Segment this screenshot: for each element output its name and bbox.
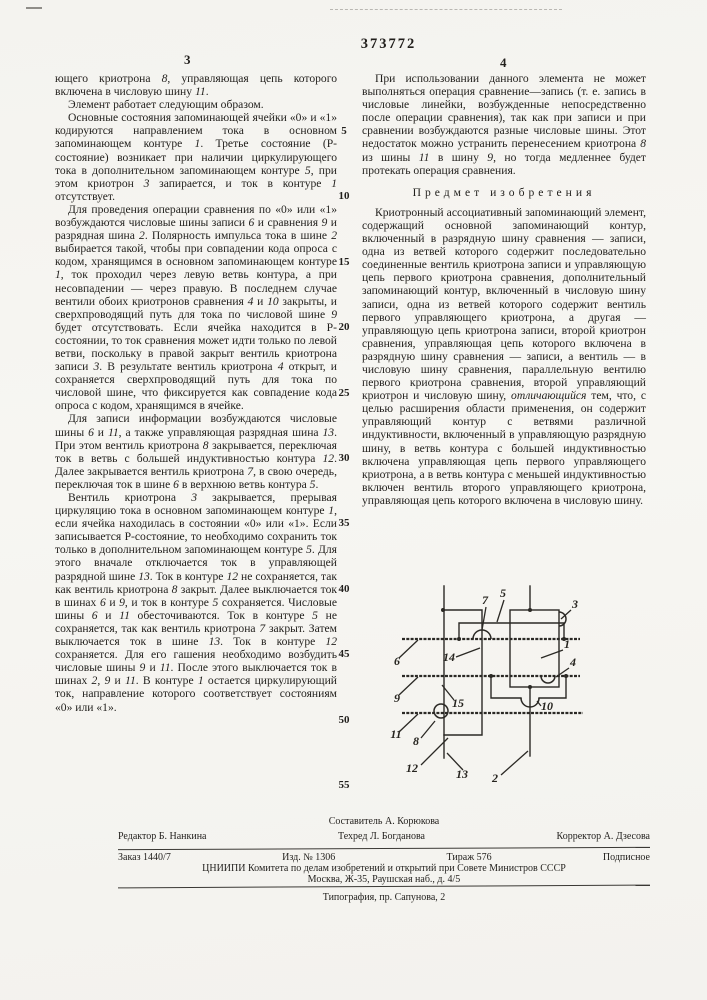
page-column-number-right: 4 <box>500 55 507 70</box>
line-number: 35 <box>338 517 350 530</box>
figure-ref-label-14: 14 <box>443 650 455 664</box>
footer-order-no: Заказ 1440/7 <box>118 852 171 863</box>
line-number: 10 <box>338 190 350 203</box>
figure-ref-label-10: 10 <box>541 699 553 713</box>
figure-ref-label-1: 1 <box>564 637 570 651</box>
right-column-intro <box>362 72 646 177</box>
figure-ref-label-4: 4 <box>570 655 576 669</box>
paragraph: При использовании данного элемента не может выполняться операция сравнение—запись (т. е. запись в числовые линейки, возбужденные непосредственно после операции сравнения), так как при записи и при сравнении возбуждаются разные числовые шины. Этот недостаток можно устранить перенесением криотрона 8 из шины 11 в шину 9, но тогда медленнее будет протекать операция сравнения. <box>362 72 646 177</box>
figure-ref-label-9: 9 <box>394 691 400 705</box>
figure-ref-label-8: 8 <box>413 734 419 748</box>
footer-subscription: Подписное <box>602 852 650 863</box>
paragraph: Вентиль криотрона 3 закрывается, прерывая циркуляцию тока в основном запоминающем контуре 1, если ячейка находилась в состоянии «0» или «1». Если записывается Р-состояние, то необходимо сохранить ток только в дополнительном запоминающем контуре 5. Для этого вначале отключается ток в управляющей разрядной шине 13. Ток в контуре 12 не сохраняется, так как вентиль криотрона 8 закрыт. Далее выключается ток в шинах 6 и 9, и ток в контуре 5 сохраняется. Числовые шины 6 и 11 обесточиваются. Ток в контуре 5 не сохраняется, так как вентиль криотрона 7 закрыт. Затем выключается ток в шине 13. Ток в контуре 12 сохраняется. Для его гашения необходимо возбудить числовые шины 9 и 11. После этого выключается ток в шинах 2, 9 и 11. В контуре 1 остается циркулирующий ток, направление которого соответствует состояниям «0» или «1». <box>55 491 337 714</box>
figure-ref-label-11: 11 <box>390 727 402 741</box>
scan-artifact-mark <box>26 7 42 9</box>
cryotron-3 <box>559 612 566 626</box>
footer-editors-row <box>118 831 650 842</box>
paragraph: Криотронный ассоциативный запоминающий элемент, содержащий основной запоминающий контур, включенный в разрядную шину сравнения — записи, одна из ветвей которого содержит последовательно соединенные вентиль криотрона записи и управляющую цепь первого криотрона сравнения, дополнительный запоминающий контур, включенный в числовую шину записи, одна из ветвей которого содержит вентиль первого управляющего криотрона, а другая — управляющую цепь криотрона записи, второй криотрон сравнения, управляющая цепь которого включена в разрядную шину сравнения — записи, а вентиль — в числовую шину сравнения, параллельную вентилю первого криотрона сравнения, второй управляющий криотрон и числовую шину, отличающийся тем, что, с целью расширения области применения, он содержит управляющий контур с ветвями различной индуктивности, включенный в управляющую разрядную шину, в ветвь контура с большей индуктивностью включена управляющая цепь первого управляющего криотрона, а в ветвь контура с меньшей индуктивностью включен вентиль второго управляющего криотрона, управляющая цепь которого включена в числовую шину. <box>362 205 646 507</box>
circuit-diagram <box>390 580 690 810</box>
right-column-claim <box>362 206 646 507</box>
main-memory-loop-1 <box>510 610 559 687</box>
paragraph: Для записи информации возбуждаются числовые шины 6 и 11, а также управляющая разрядная шина 13. При этом вентиль криотрона 8 закрывается, переключая ток в ветвь с большей индуктивностью контура 12. Далее закрывается вентиль криотрона 7, в свою очередь, переключая ток в шине 6 в верхнюю ветвь контура 5. <box>55 412 337 491</box>
page-column-number-left: 3 <box>184 52 191 67</box>
line-number: 50 <box>338 713 350 726</box>
footer-printing-house: Типография, пр. Сапунова, 2 <box>322 892 446 903</box>
figure-ref-label-5: 5 <box>500 586 506 600</box>
footer-order-row <box>118 852 650 863</box>
paragraph: Элемент работает следующим образом. <box>68 98 264 112</box>
line-number: 15 <box>338 255 350 268</box>
figure-ref-label-15: 15 <box>452 696 464 710</box>
figure-wiring <box>444 586 566 758</box>
line-number: 40 <box>338 582 350 595</box>
paragraph: ющего криотрона 8, управляющая цепь которого включена в числовую шину 11. <box>55 72 337 99</box>
footer-rule-top <box>118 847 650 850</box>
control-loop-12 <box>444 610 482 735</box>
figure-ref-label-6: 6 <box>394 654 400 668</box>
circuit-figure <box>390 580 690 810</box>
figure-ref-label-7: 7 <box>482 593 488 607</box>
section-heading: Предмет изобретения <box>412 185 596 199</box>
line-number: 20 <box>338 321 350 334</box>
paragraph: Для проведения операции сравнения по «0» или «1» возбуждаются числовые шины записи 6 и сравнения 9 и разрядная шина 2. Полярность импульса тока в шине 2 выбирается такой, чтобы при совпадении кода опроса с кодом, хранящимся в основном запоминающем контуре 1, ток проходил через левую ветвь контура, а при несовпадении — через правую. В последнем случае вентили обоих криотронов сравнения 4 и 10 закрыты, и сверхпроводящий путь для тока по числовой шине 9 будет отсутствовать. Если ячейка находится в Р-состоянии, то ток сравнения может идти только по левой ветви, поскольку в правой закрыт вентиль криотрона записи 3. В результате вентиль криотрона 4 открыт, и сохраняется сверхпроводящий путь для тока по числовой шине, что фиксируется как совпадение кода опроса с кодом, хранящимся в ячейке. <box>55 202 337 413</box>
footer-edition-no: Изд. № 1306 <box>282 852 336 863</box>
figure-ref-label-2: 2 <box>492 771 498 785</box>
footer-compiler: Составитель А. Корюкова <box>328 816 440 827</box>
footer-organization: ЦНИИПИ Комитета по делам изобретений и открытий при Совете Министров СССР <box>202 863 566 874</box>
footer-techred: Техред Л. Богданова <box>338 831 425 842</box>
line-number: 5 <box>341 125 347 137</box>
figure-ref-label-3: 3 <box>572 597 578 611</box>
scan-artifact-line <box>330 9 562 10</box>
left-column <box>55 72 337 714</box>
footer-rule-bottom <box>118 885 650 889</box>
line-number: 45 <box>338 648 350 661</box>
additional-memory-loop-5 <box>459 623 564 639</box>
footer-address: Москва, Ж-35, Раушская наб., д. 4/5 <box>307 874 461 885</box>
paragraph: Основные состояния запоминающей ячейки «0» и «1» кодируются направлением тока в основном запоминающем контуре 1. Третье состояние (Р-состояние) возникает при наличии циркулирующего тока в дополнительном запоминающем контуре 5, при этом криотрон 3 запирается, и ток в контуре 1 отсутствует. <box>55 111 337 203</box>
line-number: 30 <box>338 452 350 464</box>
patent-number: 373772 <box>360 36 417 52</box>
line-number: 25 <box>338 386 350 399</box>
right-column <box>362 72 646 507</box>
footer-print-run: Тираж 576 <box>446 852 492 863</box>
footer-corrector: Корректор А. Дзесова <box>556 831 650 842</box>
figure-ref-label-12: 12 <box>406 761 418 775</box>
footer-editor: Редактор Б. Нанкина <box>118 831 207 842</box>
cryotron-8 <box>434 704 448 718</box>
line-number: 55 <box>338 779 350 791</box>
figure-ref-label-13: 13 <box>456 767 468 781</box>
